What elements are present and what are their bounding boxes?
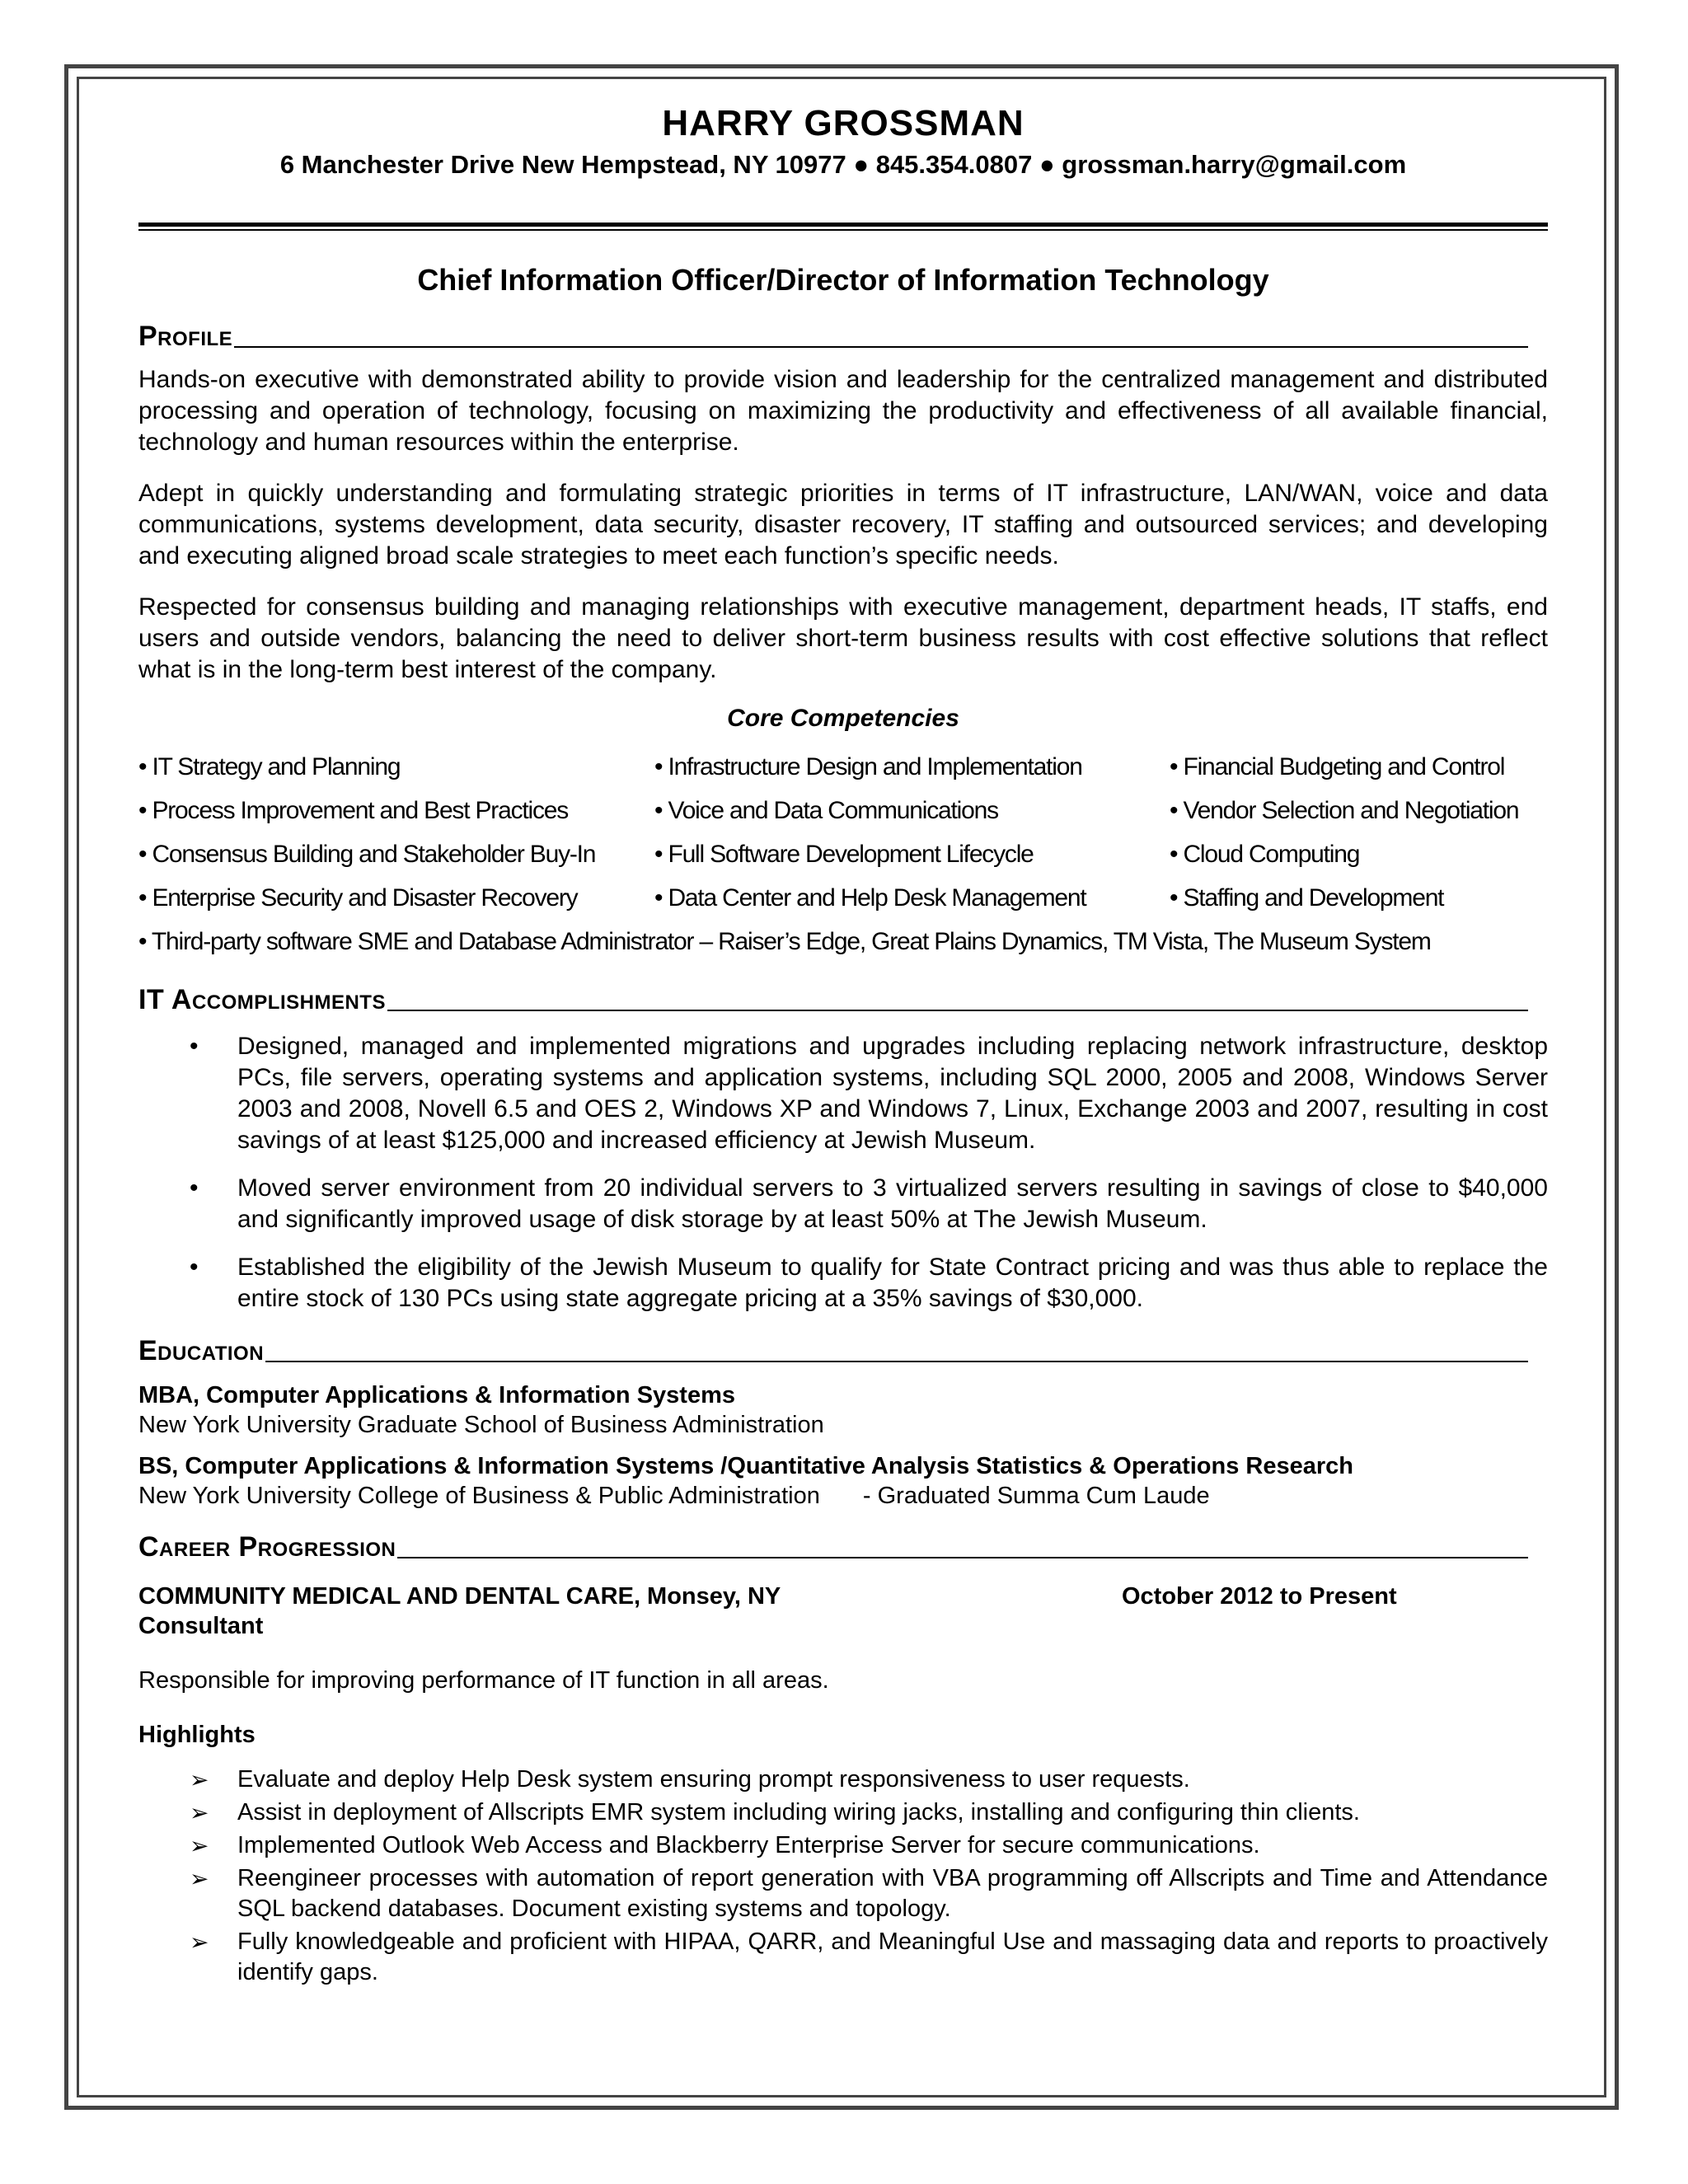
competency-item: • Full Software Development Lifecycle	[654, 841, 1034, 868]
degree-honor: - Graduated Summa Cum Laude	[862, 1483, 1210, 1509]
competency-item: • Data Center and Help Desk Management	[654, 884, 1086, 912]
profile-paragraph: Respected for consensus building and managing relationships with executive management, department heads, IT staffs, end users and outside vendors, balancing the need to deliver short-term business results with cost effective solutions that reflect what is in the long-term best interest of the company.	[138, 593, 1548, 683]
heading-rule	[397, 1557, 1528, 1558]
profile-heading-label: Profile	[138, 321, 233, 352]
competency-item: • Staffing and Development	[1170, 884, 1444, 912]
arrow-bullet-icon: ➢	[190, 1929, 209, 1955]
accomplishment-text: Moved server environment from 20 individual servers to 3 virtualized servers resulting in savings of close to $40,000 and significantly improved usage of disk storage by at least 50% at The Jewish Museum.	[237, 1174, 1548, 1233]
profile-section-heading	[138, 320, 1528, 353]
accomplishments-heading-label: IT Accomplishments	[138, 984, 386, 1015]
school-name: New York University College of Business & Public Administration	[138, 1483, 820, 1509]
header-rule-thick	[138, 223, 1548, 227]
highlight-item	[138, 1830, 1548, 1861]
competency-item: • Voice and Data Communications	[654, 797, 998, 824]
competency-item: • Consensus Building and Stakeholder Buy-In	[138, 841, 596, 868]
competency-item: • Infrastructure Design and Implementation	[654, 753, 1082, 780]
highlight-text: Assist in deployment of Allscripts EMR system including wiring jacks, installing and configuring thin clients.	[237, 1799, 1360, 1825]
highlight-text: Reengineer processes with automation of report generation with VBA programming off Allscripts and Time and Attendance SQL backend databases. Document existing systems and topology.	[237, 1865, 1548, 1922]
competency-item-wide: • Third-party software SME and Database Administrator – Raiser’s Edge, Great Plains Dynamics, TM Vista, The Museum System	[138, 928, 1431, 955]
heading-rule	[387, 1010, 1528, 1011]
candidate-name: HARRY GROSSMAN	[662, 103, 1025, 143]
highlight-text: Evaluate and deploy Help Desk system ensuring prompt responsiveness to user requests.	[237, 1766, 1190, 1793]
school-line	[138, 1481, 1548, 1511]
competency-item: • Enterprise Security and Disaster Recovery	[138, 884, 578, 912]
highlight-text: Implemented Outlook Web Access and Blackberry Enterprise Server for secure communications.	[237, 1832, 1260, 1858]
arrow-bullet-icon: ➢	[190, 1767, 209, 1793]
accomplishment-item	[138, 1173, 1548, 1235]
education-section-heading	[138, 1334, 1528, 1367]
job-description: Responsible for improving performance of IT function in all areas.	[138, 1667, 829, 1694]
highlight-item	[138, 1863, 1548, 1924]
heading-rule	[234, 346, 1528, 348]
arrow-bullet-icon: ➢	[190, 1833, 209, 1858]
competency-item: • IT Strategy and Planning	[138, 753, 401, 780]
highlight-item	[138, 1927, 1548, 1988]
resume-page	[138, 99, 1548, 1990]
profile-paragraph: Adept in quickly understanding and formulating strategic priorities in terms of IT infrastructure, LAN/WAN, voice and data communications, systems development, data security, disaster recovery, IT staffing and outsourced services; and developing and executing aligned broad scale strategies to meet each function’s specific needs.	[138, 480, 1548, 569]
highlight-text: Fully knowledgeable and proficient with HIPAA, QARR, and Meaningful Use and massaging data and reports to proactively identify gaps.	[237, 1929, 1548, 1985]
highlight-item	[138, 1765, 1548, 1795]
headline-title: Chief Information Officer/Director of Information Technology	[417, 263, 1269, 297]
bullet-icon: •	[190, 1254, 199, 1281]
accomplishments-list	[138, 1031, 1548, 1315]
contact-line: 6 Manchester Drive New Hempstead, NY 10977 ● 845.354.0807 ● grossman.harry@gmail.com	[279, 150, 1407, 179]
education-entry	[138, 1380, 1548, 1440]
accomplishment-item	[138, 1031, 1548, 1156]
header-rule-thin	[138, 229, 1548, 231]
competency-item: • Process Improvement and Best Practices	[138, 797, 569, 824]
profile-paragraph: Hands-on executive with demonstrated ability to provide vision and leadership for the centralized management and distributed processing and operation of technology, focusing on maximizing the productivity and effectiveness of all available financial, technology and human resources within the enterprise.	[138, 366, 1548, 456]
highlights-list	[138, 1765, 1548, 1988]
school-name: New York University Graduate School of Business Administration	[138, 1412, 824, 1438]
job-dates: October 2012 to Present	[1122, 1583, 1397, 1610]
career-section-heading	[138, 1530, 1528, 1563]
competency-item: • Cloud Computing	[1170, 841, 1360, 868]
job-header	[138, 1582, 1548, 1611]
job-title: Consultant	[138, 1613, 264, 1639]
competency-item: • Financial Budgeting and Control	[1170, 753, 1505, 780]
highlights-label: Highlights	[138, 1722, 256, 1748]
education-entry	[138, 1451, 1548, 1511]
accomplishments-section-heading	[138, 983, 1528, 1016]
education-heading-label: Education	[138, 1335, 265, 1366]
arrow-bullet-icon: ➢	[190, 1800, 209, 1825]
competency-item: • Vendor Selection and Negotiation	[1170, 797, 1519, 824]
bullet-icon: •	[190, 1033, 199, 1060]
heading-rule	[265, 1361, 1528, 1362]
core-competencies-title: Core Competencies	[727, 705, 959, 732]
highlight-item	[138, 1797, 1548, 1828]
competencies-grid	[138, 745, 1548, 920]
accomplishment-item	[138, 1252, 1548, 1315]
arrow-bullet-icon: ➢	[190, 1866, 209, 1891]
career-heading-label: Career Progression	[138, 1531, 396, 1563]
bullet-icon: •	[190, 1174, 199, 1202]
degree-title: MBA, Computer Applications & Information Systems	[138, 1382, 735, 1408]
degree-title: BS, Computer Applications & Information Systems /Quantitative Analysis Statistics & Operations Research	[138, 1453, 1353, 1479]
accomplishment-text: Designed, managed and implemented migrations and upgrades including replacing network infrastructure, desktop PCs, file servers, operating systems and application systems, including SQL 2000, 2005 and 2008, Windows Server 2003 and 2008, Novell 6.5 and OES 2, Windows XP and Windows 7, Linux, Exchange 2003 and 2007, resulting in cost savings of at least $125,000 and increased efficiency at Jewish Museum.	[237, 1033, 1548, 1154]
accomplishment-text: Established the eligibility of the Jewish Museum to qualify for State Contract pricing and was thus able to replace the entire stock of 130 PCs using state aggregate pricing at a 35% savings of $30,000.	[237, 1254, 1548, 1312]
employer-name: COMMUNITY MEDICAL AND DENTAL CARE, Monsey, NY	[138, 1583, 781, 1610]
